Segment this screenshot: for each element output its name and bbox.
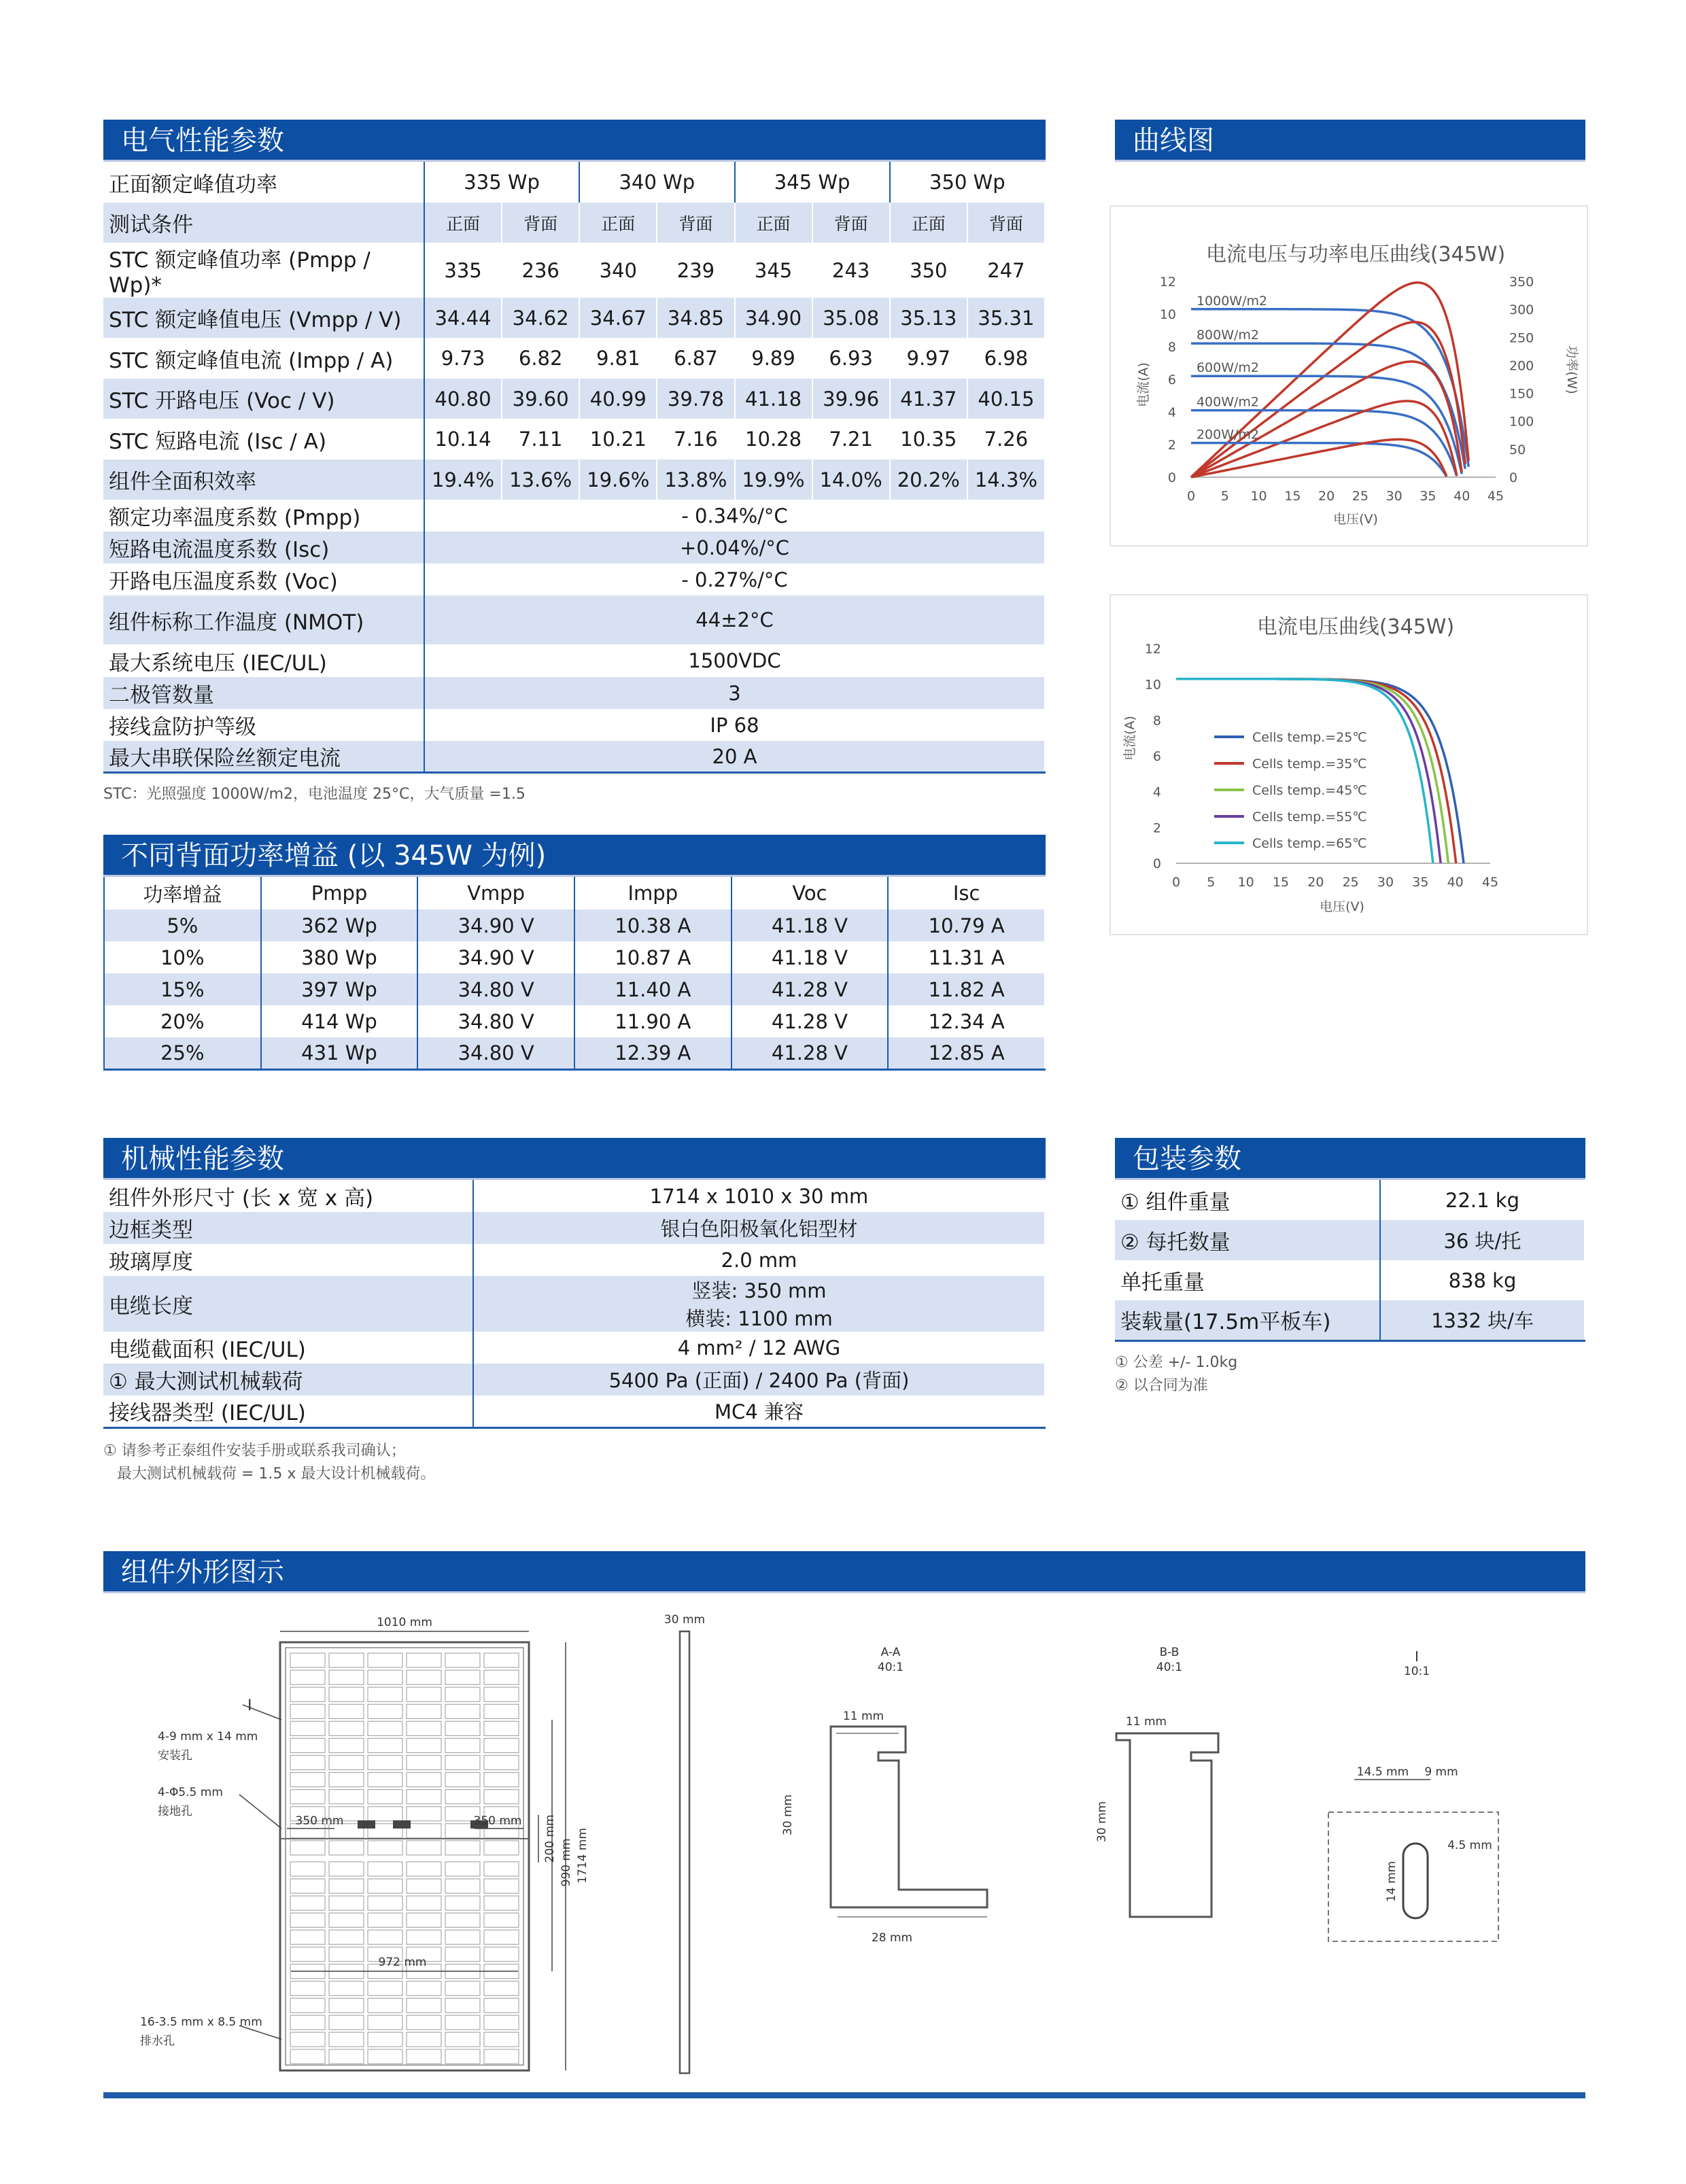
x-tick-label: 15 <box>1272 875 1290 890</box>
iv-pv-chart <box>1109 205 1588 547</box>
chart1-ylabel: 电流(A) <box>1136 362 1151 407</box>
solar-cell <box>445 1930 480 1944</box>
solar-cell <box>445 1862 480 1876</box>
solar-cell <box>445 1756 480 1770</box>
pack-value: 1332 块/车 <box>1380 1300 1585 1340</box>
y2-tick-label: 250 <box>1509 330 1534 346</box>
solar-cell <box>329 1790 364 1804</box>
solar-cell <box>445 1790 480 1804</box>
pack-label: 单托重量 <box>1115 1260 1380 1300</box>
mech-label: 边框类型 <box>103 1212 473 1244</box>
detail-i-45: 4.5 mm <box>1447 1839 1492 1852</box>
solar-cell <box>484 2049 519 2064</box>
solar-cell <box>445 1721 480 1735</box>
bifacial-row: 15% 397 Wp 34.80 V 11.40 A 41.28 V 11.82 A <box>104 973 1045 1005</box>
chart1-title: 电流电压与功率电压曲线(345W) <box>1205 243 1506 266</box>
solar-cell <box>329 2015 364 2030</box>
x-tick-label: 0 <box>1186 489 1196 504</box>
solar-cell <box>484 1981 519 1996</box>
pack-value: 838 kg <box>1380 1260 1585 1300</box>
solar-cell <box>368 2015 402 2030</box>
efficiency-row: 组件全面积效率 19.4% 13.6% 19.6% 13.8% 19.9% 14.0% 20.2% 14.3% <box>103 460 1045 500</box>
mech-label: 组件外形尺寸 (长 x 宽 x 高) <box>103 1180 473 1212</box>
solar-cell <box>290 1773 325 1787</box>
solar-cell <box>368 1721 402 1735</box>
x-tick-label: 5 <box>1207 875 1216 890</box>
x-tick-label: 35 <box>1412 875 1429 890</box>
mech-label: 电缆截面积 (IEC/UL) <box>103 1332 473 1364</box>
nmot-row: 组件标称工作温度 (NMOT) 44±2°C <box>103 595 1045 644</box>
packing-title: 包装参数 <box>1115 1138 1585 1180</box>
solar-cell <box>445 1841 480 1855</box>
mech-label: 电缆长度 <box>103 1276 473 1332</box>
mech-value: 银白色阳极氧化铝型材 <box>473 1212 1045 1244</box>
solar-cell <box>484 2015 519 2030</box>
y-tick-label: 4 <box>1152 784 1161 800</box>
detail-i-9: 9 mm <box>1424 1765 1458 1779</box>
bifacial-header-row: 功率增益 Pmpp Vmpp Impp Voc Isc <box>104 877 1045 909</box>
solar-cell <box>484 1841 519 1855</box>
bifacial-table <box>103 877 1046 1071</box>
x-tick-label: 40 <box>1447 875 1464 890</box>
x-tick-label: 30 <box>1386 489 1403 504</box>
solar-cell <box>329 1998 364 2013</box>
detail-i-145: 14.5 mm <box>1356 1765 1409 1779</box>
solar-cell <box>329 1879 364 1893</box>
stc-isc-row: STC 短路电流 (Isc / A) 10.14 7.11 10.21 7.16 10.28 7.21 10.35 7.26 <box>103 419 1045 460</box>
dim-990: 990 mm <box>560 1838 573 1887</box>
bifacial-title: 不同背面功率增益 (以 345W 为例) <box>103 835 1046 877</box>
solar-cell <box>290 2015 325 2030</box>
pv-curve <box>1191 439 1447 477</box>
dim-30: 30 mm <box>664 1613 706 1627</box>
solar-cell <box>368 1756 402 1770</box>
solar-cell <box>329 1913 364 1927</box>
x-tick-label: 0 <box>1171 875 1181 890</box>
solar-cell <box>407 1704 441 1718</box>
solar-cell <box>329 1721 364 1735</box>
solar-cell <box>290 1721 325 1735</box>
module-front-view <box>140 1616 589 2070</box>
dim-350-left: 350 mm <box>295 1814 344 1828</box>
solar-cell <box>290 1687 325 1701</box>
pack-label: ① 组件重量 <box>1115 1180 1380 1220</box>
max-voltage-row: 最大系统电压 (IEC/UL) 1500VDC <box>103 644 1045 677</box>
chart2-title: 电流电压曲线(345W) <box>1256 615 1455 639</box>
solar-cell <box>290 1738 325 1752</box>
x-tick-label: 25 <box>1342 875 1359 890</box>
solar-cell <box>484 1913 519 1927</box>
mech-value: 5400 Pa (正面) / 2400 Pa (背面) <box>473 1364 1045 1396</box>
solar-cell <box>368 1998 402 2013</box>
section-b-b-30: 30 mm <box>1095 1801 1109 1843</box>
irradiance-label: 1000W/m2 <box>1196 293 1268 309</box>
solar-cell <box>445 1773 480 1787</box>
solar-cell <box>368 1981 402 1996</box>
y-tick-label: 12 <box>1159 275 1176 290</box>
legend-label: Cells temp.=65℃ <box>1252 836 1367 851</box>
y-tick-label: 12 <box>1144 642 1161 657</box>
solar-cell <box>445 1998 480 2013</box>
stc-voc-row: STC 开路电压 (Voc / V) 40.80 39.60 40.99 39.78 41.18 39.96 41.37 40.15 <box>103 379 1045 419</box>
solar-cell <box>290 1653 325 1667</box>
solar-cell <box>368 1738 402 1752</box>
y-tick-label: 6 <box>1152 749 1161 764</box>
solar-cell <box>484 2032 519 2047</box>
mount-hole-label: 安装孔 <box>158 1749 192 1763</box>
solar-cell <box>484 1670 519 1684</box>
mech-label: ① 最大测试机械载荷 <box>103 1364 473 1396</box>
y-tick-label: 0 <box>1167 470 1176 485</box>
y2-tick-label: 150 <box>1509 386 1534 402</box>
y2-tick-label: 100 <box>1509 414 1534 430</box>
x-tick-label: 40 <box>1453 489 1470 504</box>
curves-title: 曲线图 <box>1115 120 1585 162</box>
solar-cell <box>290 1896 325 1910</box>
y-tick-label: 8 <box>1167 340 1176 355</box>
irradiance-label: 200W/m2 <box>1196 427 1260 443</box>
mech-note-2: 最大测试机械载荷 = 1.5 x 最大设计机械载荷。 <box>117 1465 436 1483</box>
solar-cell <box>407 1896 441 1910</box>
solar-cell <box>368 1790 402 1804</box>
cable-length-portrait: 竖装: 350 mm <box>691 1279 827 1302</box>
mechanical-table <box>103 1180 1046 1429</box>
solar-cell <box>484 1998 519 2013</box>
solar-cell <box>407 1879 441 1893</box>
solar-cell <box>290 2032 325 2047</box>
drain-hole-dim: 16-3.5 mm x 8.5 mm <box>140 2015 262 2029</box>
section-a-a-title: A-A <box>880 1646 901 1659</box>
solar-cell <box>407 1930 441 1944</box>
section-a-a <box>781 1646 987 1945</box>
solar-cell <box>368 1773 402 1787</box>
solar-cell <box>484 1704 519 1718</box>
solar-cell <box>329 1738 364 1752</box>
dim-350-right: 350 mm <box>473 1814 522 1828</box>
solar-cell <box>368 1704 402 1718</box>
solar-cell <box>368 1896 402 1910</box>
dim-200: 200 mm <box>543 1814 557 1863</box>
solar-cell <box>329 1653 364 1667</box>
solar-cell <box>484 1862 519 1876</box>
solar-cell <box>368 1807 402 1821</box>
x-tick-label: 15 <box>1284 489 1301 504</box>
solar-cell <box>290 1930 325 1944</box>
electrical-title: 电气性能参数 <box>103 120 1046 162</box>
solar-cell <box>290 1756 325 1770</box>
legend-label: Cells temp.=25℃ <box>1252 730 1367 745</box>
temp-coef-pmpp-row: 额定功率温度系数 (Pmpp) - 0.34%/°C <box>103 500 1045 532</box>
solar-cell <box>445 1981 480 1996</box>
ground-hole-dim: 4-Φ5.5 mm <box>158 1786 223 1799</box>
solar-cell <box>329 1704 364 1718</box>
x-tick-label: 10 <box>1250 489 1267 504</box>
solar-cell <box>407 2049 441 2064</box>
chart2-xlabel: 电压(V) <box>1320 899 1364 914</box>
iv-pv-chart-svg <box>1111 207 1587 545</box>
chart1-y2label: 功率(W) <box>1564 345 1579 394</box>
y-tick-label: 10 <box>1144 677 1161 693</box>
bifacial-row: 25% 431 Wp 34.80 V 12.39 A 41.28 V 12.85 A <box>104 1037 1045 1069</box>
stc-impp-row: STC 额定峰值电流 (Impp / A) 9.73 6.82 9.81 6.87 9.89 6.93 9.97 6.98 <box>103 338 1045 379</box>
solar-cell <box>329 1896 364 1910</box>
temp-coef-isc-row: 短路电流温度系数 (Isc) +0.04%/°C <box>103 532 1045 564</box>
solar-cell <box>368 1687 402 1701</box>
y-tick-label: 0 <box>1152 856 1161 871</box>
solar-cell <box>445 1896 480 1910</box>
mechanical-title: 机械性能参数 <box>103 1138 1046 1180</box>
y2-tick-label: 200 <box>1509 358 1534 374</box>
y2-tick-label: 0 <box>1509 470 1518 485</box>
detail-i-mark: I <box>247 1697 252 1714</box>
y2-tick-label: 350 <box>1509 275 1534 290</box>
solar-cell <box>407 1773 441 1787</box>
iv-temp-chart-svg <box>1111 595 1587 934</box>
solar-cell <box>290 1704 325 1718</box>
bifacial-row: 5% 362 Wp 34.90 V 10.38 A 41.18 V 10.79 A <box>104 909 1045 941</box>
solar-cell <box>484 1947 519 1961</box>
solar-cell <box>407 1998 441 2013</box>
y-tick-label: 10 <box>1159 307 1176 322</box>
ground-hole-label: 接地孔 <box>158 1805 192 1818</box>
section-a-a-scale: 40:1 <box>877 1661 904 1674</box>
irradiance-label: 600W/m2 <box>1196 360 1260 376</box>
solar-cell <box>329 2049 364 2064</box>
solar-cell <box>407 1653 441 1667</box>
y-tick-label: 2 <box>1152 820 1161 836</box>
solar-cell <box>290 2049 325 2064</box>
solar-cell <box>484 1738 519 1752</box>
solar-cell <box>445 1687 480 1701</box>
detail-i-14: 14 mm <box>1385 1860 1398 1903</box>
solar-cell <box>484 1773 519 1787</box>
dim-972: 972 mm <box>378 1956 427 1969</box>
solar-cell <box>407 1807 441 1821</box>
solar-cell <box>329 1947 364 1961</box>
solar-cell <box>484 1896 519 1910</box>
bifacial-row: 10% 380 Wp 34.90 V 10.87 A 41.18 V 11.31 A <box>104 941 1045 973</box>
x-tick-label: 45 <box>1487 489 1504 504</box>
section-a-a-11: 11 mm <box>842 1710 884 1723</box>
solar-cell <box>445 2032 480 2047</box>
drawing-title: 组件外形图示 <box>103 1551 1585 1593</box>
y-tick-label: 6 <box>1167 372 1176 387</box>
legend-label: Cells temp.=35℃ <box>1252 757 1367 772</box>
pack-note-1: ① 公差 +/- 1.0kg <box>1115 1353 1238 1371</box>
packing-section <box>1115 1138 1585 1398</box>
mech-value: 4 mm² / 12 AWG <box>473 1332 1045 1364</box>
bifacial-section <box>103 835 1046 1071</box>
solar-cell <box>407 1756 441 1770</box>
drawing-section <box>103 1551 1585 1593</box>
solar-cell <box>290 1841 325 1855</box>
pack-label: 装载量(17.5m平板车) <box>1115 1300 1380 1340</box>
solar-cell <box>290 1913 325 1927</box>
mech-label: 接线器类型 (IEC/UL) <box>103 1396 473 1427</box>
drain-hole-label: 排水孔 <box>140 2034 175 2048</box>
packing-table <box>1115 1180 1585 1342</box>
solar-cell <box>368 1653 402 1667</box>
solar-cell <box>484 1687 519 1701</box>
cond-row: 测试条件 正面 背面 正面 背面 正面 背面 正面 背面 <box>103 203 1045 243</box>
solar-cell <box>445 2015 480 2030</box>
pack-value: 22.1 kg <box>1380 1180 1585 1220</box>
x-tick-label: 25 <box>1352 489 1369 504</box>
pack-label: ② 每托数量 <box>1115 1220 1380 1260</box>
y-tick-label: 8 <box>1152 713 1161 729</box>
mech-value: 2.0 mm <box>473 1244 1045 1276</box>
solar-cell <box>407 1824 441 1838</box>
solar-cell <box>329 1862 364 1876</box>
solar-cell <box>368 1670 402 1684</box>
irradiance-label: 400W/m2 <box>1196 394 1260 410</box>
fuse-row: 最大串联保险丝额定电流 20 A <box>103 741 1045 773</box>
x-tick-label: 20 <box>1318 489 1335 504</box>
mech-note-1: ① 请参考正泰组件安装手册或联系我司确认； <box>103 1442 406 1459</box>
solar-cell <box>445 1670 480 1684</box>
solar-cell <box>407 1738 441 1752</box>
solar-cell <box>368 2032 402 2047</box>
mech-value: MC4 兼容 <box>473 1396 1045 1427</box>
solar-cell <box>407 1841 441 1855</box>
solar-cell <box>329 1670 364 1684</box>
stc-note: STC：光照强度 1000W/m2，电池温度 25°C，大气质量 =1.5 <box>103 786 526 803</box>
solar-cell <box>445 2049 480 2064</box>
power-row: 正面额定峰值功率 335 Wp 340 Wp 345 Wp 350 Wp <box>103 162 1045 203</box>
iv-temp-chart <box>1109 594 1588 935</box>
solar-cell <box>445 1653 480 1667</box>
y2-tick-label: 50 <box>1509 442 1526 457</box>
solar-cell <box>290 1790 325 1804</box>
solar-cell <box>368 1862 402 1876</box>
chart1-xlabel: 电压(V) <box>1333 512 1378 527</box>
solar-cell <box>329 1930 364 1944</box>
mech-label: 玻璃厚度 <box>103 1244 473 1276</box>
x-tick-label: 45 <box>1481 875 1499 890</box>
mount-hole-dim: 4-9 mm x 14 mm <box>158 1730 258 1744</box>
solar-cell <box>407 2015 441 2030</box>
solar-cell <box>445 1879 480 1893</box>
solar-cell <box>407 1913 441 1927</box>
electrical-table <box>103 162 1046 774</box>
solar-cell <box>329 1773 364 1787</box>
solar-cell <box>407 2032 441 2047</box>
mech-value: 1714 x 1010 x 30 mm <box>473 1180 1045 1212</box>
solar-cell <box>329 1756 364 1770</box>
x-tick-label: 20 <box>1307 875 1324 890</box>
x-tick-label: 30 <box>1377 875 1394 890</box>
solar-cell <box>484 1653 519 1667</box>
stc-pmpp-row: STC 额定峰值功率 (Pmpp / Wp)* 335 236 340 239 345 243 350 247 <box>103 243 1045 298</box>
footer-rule <box>103 2092 1585 2098</box>
x-tick-label: 10 <box>1237 875 1254 890</box>
module-side-view <box>664 1613 705 2073</box>
solar-cell <box>290 1947 325 1961</box>
solar-cell <box>329 1981 364 1996</box>
solar-cell <box>407 1687 441 1701</box>
section-b-b-scale: 40:1 <box>1156 1661 1183 1674</box>
solar-cell <box>368 1841 402 1855</box>
solar-cell <box>368 1879 402 1893</box>
section-b-b <box>1095 1646 1218 1917</box>
solar-cell <box>484 1879 519 1893</box>
solar-cell <box>407 1862 441 1876</box>
mechanical-section <box>103 1138 1046 1486</box>
y2-tick-label: 300 <box>1509 302 1534 318</box>
section-b-b-title: B-B <box>1159 1646 1180 1659</box>
module-drawing <box>103 1604 1585 2094</box>
solar-cell <box>484 1756 519 1770</box>
solar-cell <box>445 1704 480 1718</box>
solar-cell <box>407 1721 441 1735</box>
detail-i-scale: 10:1 <box>1403 1665 1430 1678</box>
irradiance-label: 800W/m2 <box>1196 328 1260 343</box>
solar-cell <box>329 2032 364 2047</box>
dim-1010: 1010 mm <box>377 1616 432 1629</box>
temp-coef-voc-row: 开路电压温度系数 (Voc) - 0.27%/°C <box>103 564 1045 595</box>
legend-label: Cells temp.=55℃ <box>1252 810 1367 825</box>
solar-cell <box>368 2049 402 2064</box>
detail-i <box>1328 1648 1498 1941</box>
solar-cell <box>445 1913 480 1927</box>
solar-cell <box>368 1913 402 1927</box>
solar-cell <box>407 1670 441 1684</box>
stc-vmpp-row: STC 额定峰值电压 (Vmpp / V) 34.44 34.62 34.67 34.85 34.90 35.08 35.13 35.31 <box>103 298 1045 338</box>
solar-cell <box>445 1947 480 1961</box>
section-b-b-11: 11 mm <box>1125 1715 1167 1729</box>
pack-note-2: ② 以合同为准 <box>1115 1376 1208 1394</box>
section-a-a-30: 30 mm <box>781 1794 795 1836</box>
solar-cell <box>329 1687 364 1701</box>
chart2-ylabel: 电流(A) <box>1122 716 1137 761</box>
detail-i-title: I <box>1415 1648 1419 1665</box>
solar-cell <box>407 1790 441 1804</box>
cable-length-landscape: 横装: 1100 mm <box>685 1307 833 1330</box>
x-tick-label: 35 <box>1420 489 1436 504</box>
solar-cell <box>290 1879 325 1893</box>
pack-value: 36 块/托 <box>1380 1220 1585 1260</box>
solar-cell <box>484 1930 519 1944</box>
ip-row: 接线盒防护等级 IP 68 <box>103 709 1045 741</box>
solar-cell <box>407 1981 441 1996</box>
solar-cell <box>484 1721 519 1735</box>
section-a-a-28: 28 mm <box>871 1931 913 1945</box>
mech-value <box>473 1276 1045 1332</box>
x-tick-label: 5 <box>1220 489 1229 504</box>
solar-cell <box>290 1998 325 2013</box>
electrical-section <box>103 120 1046 806</box>
solar-cell <box>445 1738 480 1752</box>
bifacial-row: 20% 414 Wp 34.80 V 11.90 A 41.28 V 12.34 A <box>104 1005 1045 1037</box>
solar-cell <box>368 1930 402 1944</box>
solar-cell <box>290 1862 325 1876</box>
solar-cell <box>484 1790 519 1804</box>
solar-cell <box>290 1670 325 1684</box>
curves-section <box>1115 120 1585 162</box>
dim-1714: 1714 mm <box>576 1828 589 1884</box>
legend-label: Cells temp.=45℃ <box>1252 783 1367 798</box>
solar-cell <box>329 1841 364 1855</box>
solar-cell <box>290 1981 325 1996</box>
y-tick-label: 2 <box>1167 438 1176 453</box>
pv-curve <box>1191 362 1462 477</box>
diode-row: 二极管数量 3 <box>103 677 1045 709</box>
y-tick-label: 4 <box>1167 405 1176 420</box>
